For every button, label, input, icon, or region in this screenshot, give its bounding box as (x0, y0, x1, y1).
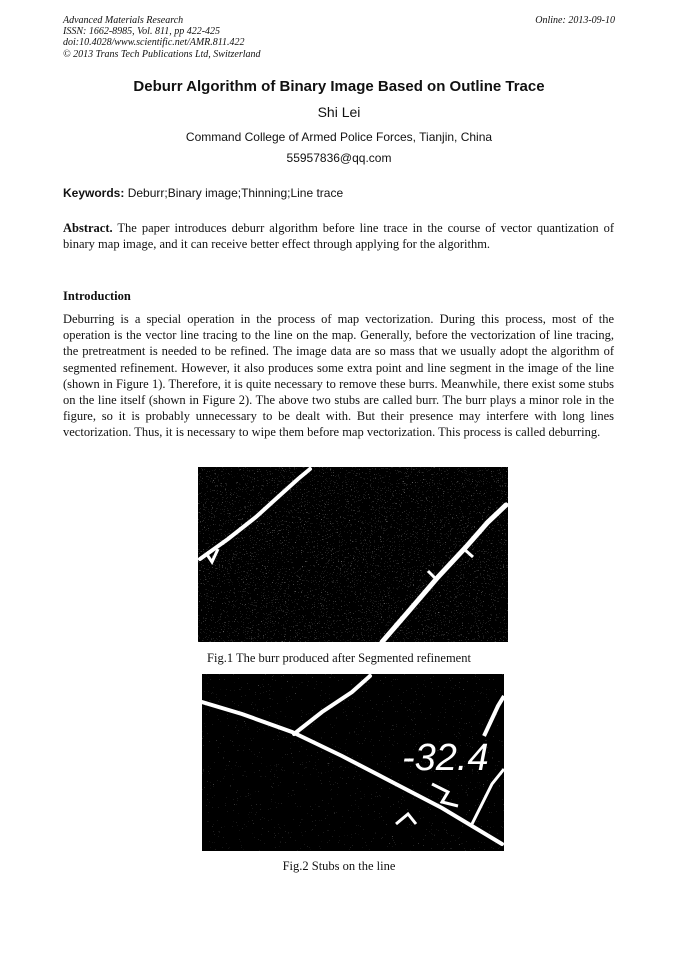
author-email[interactable]: 55957836@qq.com (286, 151, 392, 165)
journal-name: Advanced Materials Research (63, 15, 184, 26)
figure-1-caption: Fig.1 The burr produced after Segmented refinement (207, 651, 471, 665)
journal-header (63, 15, 615, 60)
image-number-label: -32.4 (402, 737, 489, 779)
keywords-text: Deburr;Binary image;Thinning;Line trace (127, 186, 344, 200)
author-name: Shi Lei (317, 104, 361, 120)
keywords-line (63, 186, 343, 200)
figure-2-caption: Fig.2 Stubs on the line (282, 859, 396, 873)
abstract-label: Abstract. (63, 221, 113, 235)
online-date: Online: 2013-09-10 (535, 15, 615, 26)
keywords-label: Keywords: (63, 186, 125, 200)
abstract-text: The paper introduces deburr algorithm before line trace in the course of vector quantization of binary map image, and it can receive better effect through applying for the algorithm. (63, 221, 614, 252)
doi-line[interactable]: doi:10.4028/www.scientific.net/AMR.811.422 (63, 37, 245, 49)
abstract-paragraph (63, 220, 614, 252)
copyright-line: © 2013 Trans Tech Publications Ltd, Switzerland (63, 48, 261, 60)
paper-title: Deburr Algorithm of Binary Image Based on Outline Trace (133, 78, 545, 95)
affiliation: Command College of Armed Police Forces, Tianjin, China (185, 130, 493, 144)
figure-2-image (202, 674, 504, 851)
burr-binary-image (198, 467, 508, 642)
stubs-binary-image (202, 674, 504, 851)
introduction-heading: Introduction (63, 289, 131, 303)
issn-line: ISSN: 1662-8985, Vol. 811, pp 422-425 (63, 26, 221, 38)
introduction-paragraph: Deburring is a special operation in the process of map vectorization. During this process, most of the operation is the vector line tracing to the line on the map. Generally, before the vectorization of line tracing, the pretreatment is needed to be refined. The image data are so mass that we usually adopt the algorithm of segmented refinement. However, it also produces some extra point and line segment in the image of the line (shown in Figure 1). Therefore, it is quite necessary to remove these burrs. Meanwhile, there exist some stubs on the line itself (shown in Figure 2). The above two stubs are called burr. The burr plays a minor role in the figure, so it is probably unnecessary to be dealt with. But their presence may interfere with long lines vectorization. Thus, it is necessary to wipe them before map vectorization. This process is called deburring. (63, 312, 614, 440)
figure-1-image (198, 467, 508, 642)
